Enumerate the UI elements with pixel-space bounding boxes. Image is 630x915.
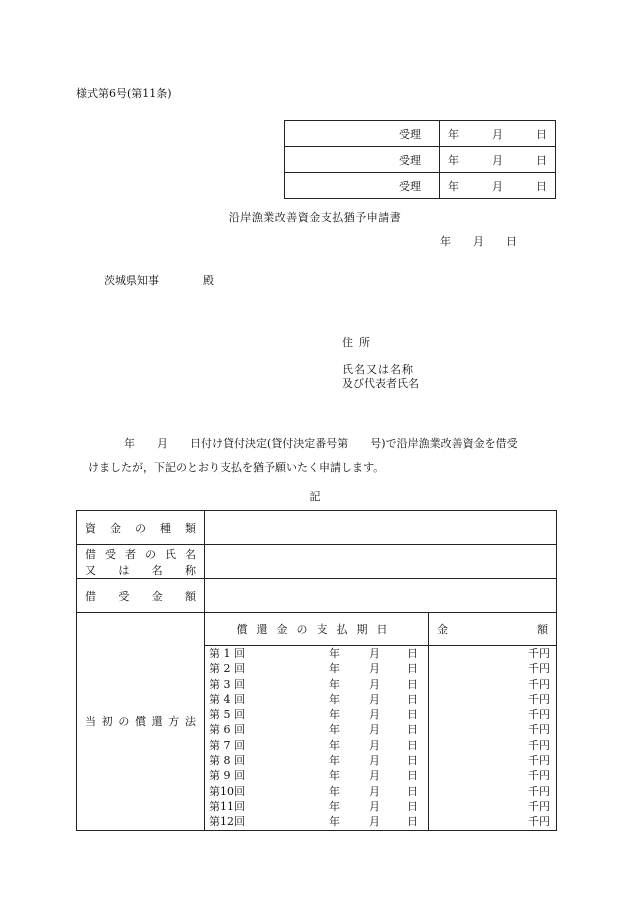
schedule-row	[205, 753, 428, 768]
label-char: 還	[151, 715, 163, 729]
form-number: 様式第6号(第11条)	[76, 87, 172, 100]
installment-amount[interactable]: 千円	[528, 662, 550, 676]
installment-day[interactable]: 日	[407, 754, 418, 768]
installment-amount[interactable]: 千円	[528, 677, 550, 691]
installment-year[interactable]: 年	[329, 647, 340, 660]
installment-day[interactable]: 日	[407, 769, 418, 783]
receipt-row	[285, 173, 556, 199]
label-char: 称	[184, 563, 196, 577]
borrower-row	[77, 545, 557, 579]
label-char: 法	[184, 715, 196, 729]
installment-month[interactable]: 月	[369, 662, 380, 676]
schedule-row	[205, 814, 428, 829]
schedule-row	[205, 661, 428, 676]
main-table	[76, 510, 557, 831]
body-text-line-1: 年 月 日付け貸付決定(貸付決定番号第 号)で沿岸漁業改善資金を借受	[124, 437, 518, 450]
installment-month[interactable]: 月	[369, 723, 380, 737]
label-char: 方	[168, 715, 180, 729]
installment-number: 第 6 回	[209, 723, 245, 737]
label-char: 資	[85, 521, 96, 535]
schedule-row	[205, 722, 428, 737]
schedule-amount-column	[429, 646, 557, 830]
receipt-label: 受理	[285, 121, 440, 147]
label-char: 種	[160, 521, 171, 535]
label-char: 初	[101, 715, 113, 729]
loan-amount-row	[77, 579, 557, 613]
installment-month[interactable]: 月	[369, 677, 380, 691]
installment-number: 第 8 回	[209, 754, 245, 768]
installment-number: 第 9 回	[209, 769, 245, 783]
installment-year[interactable]: 年	[329, 784, 340, 798]
repayment-method-label	[77, 613, 205, 830]
schedule-row	[205, 692, 428, 707]
schedule-header-date: 償還金の支払期日	[205, 613, 429, 645]
installment-year[interactable]: 年	[329, 723, 340, 737]
installment-year[interactable]: 年	[329, 754, 340, 768]
installment-number: 第11回	[209, 799, 245, 813]
installment-day[interactable]: 日	[407, 723, 418, 737]
installment-amount[interactable]: 千円	[528, 708, 550, 722]
installment-year[interactable]: 年	[329, 738, 340, 752]
application-date: 年 月 日	[440, 235, 517, 248]
installment-day[interactable]: 日	[407, 799, 418, 813]
installment-amount[interactable]: 千円	[528, 769, 550, 783]
installment-number: 第 4 回	[209, 692, 245, 706]
label-char: 金	[151, 589, 163, 603]
schedule-row	[205, 738, 428, 753]
fund-type-value[interactable]	[205, 511, 557, 544]
installment-amount[interactable]: 千円	[528, 754, 550, 768]
label-char: 償	[134, 715, 146, 729]
address-label: 住所	[342, 336, 376, 349]
installment-day[interactable]: 日	[407, 784, 418, 798]
schedule-date-column	[205, 646, 429, 830]
receipt-date[interactable]: 年 月 日	[440, 147, 556, 173]
installment-amount[interactable]: 千円	[528, 815, 550, 829]
installment-year[interactable]: 年	[329, 708, 340, 722]
label-char: 名	[151, 563, 163, 577]
installment-month[interactable]: 月	[369, 769, 380, 783]
label-char: の	[118, 715, 130, 729]
installment-month[interactable]: 月	[369, 738, 380, 752]
repayment-schedule-row	[77, 613, 557, 831]
receipt-stamp-table	[284, 120, 556, 199]
installment-number: 第 7 回	[209, 738, 245, 752]
schedule-header	[205, 613, 557, 646]
installment-year[interactable]: 年	[329, 815, 340, 829]
body-text-line-2: けましたが，下記のとおり支払を猶予願いたく申請します。	[88, 461, 385, 474]
ki-heading: 記	[309, 490, 321, 503]
loan-amount-label	[77, 579, 205, 612]
label-char: 当	[85, 715, 96, 729]
receipt-date[interactable]: 年 月 日	[440, 173, 556, 199]
fund-type-label	[77, 511, 205, 544]
installment-month[interactable]: 月	[369, 799, 380, 813]
receipt-date[interactable]: 年 月 日	[440, 121, 556, 147]
installment-day[interactable]: 日	[407, 815, 418, 829]
installment-year[interactable]: 年	[329, 692, 340, 706]
schedule-row	[205, 677, 428, 692]
label-char: 金	[110, 521, 121, 535]
label-char: 類	[185, 521, 196, 535]
receipt-label: 受理	[285, 147, 440, 173]
installment-month[interactable]: 月	[369, 647, 380, 660]
label-char: 氏	[165, 547, 176, 561]
fund-type-row	[77, 511, 557, 545]
label-char: 受	[118, 589, 130, 603]
installment-year[interactable]: 年	[329, 677, 340, 691]
schedule-row	[205, 707, 428, 722]
label-char: 額	[184, 589, 196, 603]
installment-number: 第 5 回	[209, 708, 245, 722]
schedule-row	[205, 768, 428, 783]
loan-amount-value[interactable]	[205, 579, 557, 612]
label-char: の	[135, 521, 146, 535]
borrower-label	[77, 545, 205, 578]
label-char: 名	[185, 547, 196, 561]
addressee: 茨城県知事 殿	[104, 274, 214, 287]
installment-month[interactable]: 月	[369, 692, 380, 706]
installment-day[interactable]: 日	[407, 677, 418, 691]
installment-amount[interactable]: 千円	[528, 692, 550, 706]
installment-amount[interactable]: 千円	[528, 723, 550, 737]
installment-month[interactable]: 月	[369, 754, 380, 768]
installment-day[interactable]: 日	[407, 662, 418, 676]
installment-year[interactable]: 年	[329, 799, 340, 813]
receipt-row	[285, 121, 556, 147]
borrower-value[interactable]	[205, 545, 557, 578]
label-char: 者	[125, 547, 136, 561]
installment-amount[interactable]: 千円	[528, 647, 550, 660]
schedule-row	[205, 784, 428, 799]
label-char: は	[118, 563, 130, 577]
installment-amount[interactable]: 千円	[528, 799, 550, 813]
installment-day[interactable]: 日	[407, 647, 418, 660]
installment-month[interactable]: 月	[369, 784, 380, 798]
installment-month[interactable]: 月	[369, 708, 380, 722]
receipt-row	[285, 147, 556, 173]
installment-day[interactable]: 日	[407, 708, 418, 722]
installment-year[interactable]: 年	[329, 769, 340, 783]
installment-number: 第 3 回	[209, 677, 245, 691]
receipt-label: 受理	[285, 173, 440, 199]
installment-number: 第10回	[209, 784, 245, 798]
installment-amount[interactable]: 千円	[528, 784, 550, 798]
installment-month[interactable]: 月	[369, 815, 380, 829]
label-char: 受	[105, 547, 116, 561]
document-title: 沿岸漁業改善資金支払猶予申請書	[228, 211, 402, 224]
schedule-row	[205, 646, 428, 661]
label-char: 借	[85, 547, 96, 561]
installment-number: 第12回	[209, 815, 245, 829]
label-char: の	[145, 547, 156, 561]
installment-day[interactable]: 日	[407, 692, 418, 706]
schedule-row	[205, 799, 428, 814]
installment-day[interactable]: 日	[407, 738, 418, 752]
installment-amount[interactable]: 千円	[528, 738, 550, 752]
installment-year[interactable]: 年	[329, 662, 340, 676]
installment-number: 第 1 回	[209, 647, 245, 660]
installment-number: 第 2 回	[209, 662, 245, 676]
representative-label: 及び代表者氏名	[342, 377, 419, 390]
label-char: 借	[85, 589, 96, 603]
name-label: 氏名又は名称	[342, 363, 414, 376]
schedule-header-amount: 金 額	[437, 623, 548, 636]
label-char: 又	[85, 563, 96, 577]
